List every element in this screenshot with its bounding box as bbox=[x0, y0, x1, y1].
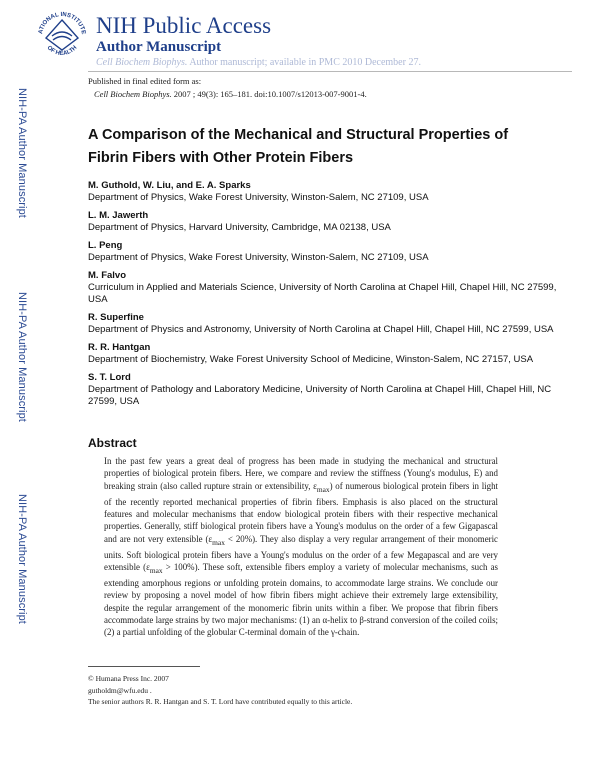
author-names: R. R. Hantgan bbox=[88, 342, 151, 353]
author-entry bbox=[88, 240, 566, 264]
svg-text:NATIONAL INSTITUTES: ATIONAL INSTITUTE bbox=[38, 11, 86, 35]
senior-authors-note: The senior authors R. R. Hantgan and S. T. Lord have contributed equally to this article. bbox=[88, 697, 353, 706]
author-entry bbox=[88, 180, 566, 204]
author-list bbox=[88, 180, 566, 414]
author-entry bbox=[88, 312, 566, 336]
footnotes bbox=[88, 673, 352, 708]
author-affiliation: Curriculum in Applied and Materials Science, University of North Carolina at Chapel Hill, Chapel Hill, NC 27599, USA bbox=[88, 282, 557, 305]
author-names: R. Superfine bbox=[88, 312, 144, 323]
nih-seal-logo bbox=[34, 6, 90, 62]
side-watermark-top: NIH-PA Author Manuscript bbox=[16, 88, 28, 218]
author-affiliation: Department of Pathology and Laboratory Medicine, University of North Carolina at Chapel Hill, Chapel Hill, NC 27599, USA bbox=[88, 384, 552, 407]
copyright-notice: © Humana Press Inc. 2007 bbox=[88, 674, 169, 683]
side-watermark-middle: NIH-PA Author Manuscript bbox=[16, 292, 28, 422]
citation-line bbox=[88, 88, 367, 101]
author-entry bbox=[88, 342, 566, 366]
article-title bbox=[88, 124, 568, 170]
author-entry bbox=[88, 372, 566, 408]
author-entry bbox=[88, 270, 566, 306]
abstract-body: In the past few years a great deal of progress has been made in studying the mechanical and structural properties of biological protein fibers. Here, we compare and review the stiffness (Young's modulus, E) and breaking strain (also called rupture strain or extensibility, $\varepsilon_{max}$) of numerous biological protein fibers in light of the recently reported mechanical properties of fibrin fibers. Emphasis is also placed on the structural features and molecular mechanisms that endow biological protein fibers with their respective mechanical properties. Generally, stiff biological protein fibers have a Young's modulus on the order of a few Gigapascal and are not very extensible $(\varepsilon_{max} < 20\%)$. They also display a very regular arrangement of their monomeric units. Soft biological protein fibers have a Young's modulus on the order of a few Megapascal and are very extensible $(\varepsilon_{max} > 100\%)$. These soft, extensible fibers employ a variety of molecular mechanisms, such as extending amorphous regions or unfolding protein domains, to accommodate large strains. We conclude our review by proposing a novel model of how fibrin fibers might achieve their extremely large extensibility, despite the regular arrangement of the monomeric fibrin units within a fiber. We propose that fibrin fibers accommodate large strains by two major mechanisms: (1) an α-helix to β-strand conversion of the coiled coils; (2) a partial unfolding of the globular C-terminal domain of the γ-chain. bbox=[104, 456, 499, 638]
journal-abbrev: Cell Biochem Biophys. bbox=[96, 57, 188, 68]
citation-journal: Cell Biochem Biophys. bbox=[94, 89, 172, 99]
title-line-1: A Comparison of the Mechanical and Structural Properties of bbox=[88, 127, 509, 143]
author-manuscript-label: Author Manuscript bbox=[96, 39, 222, 55]
author-affiliation: Department of Physics, Harvard University, Cambridge, MA 02138, USA bbox=[88, 222, 391, 233]
side-watermark-bottom: NIH-PA Author Manuscript bbox=[16, 494, 28, 624]
header-divider bbox=[88, 71, 572, 72]
author-names: S. T. Lord bbox=[88, 372, 131, 383]
author-affiliation: Department of Physics, Wake Forest University, Winston-Salem, NC 27109, USA bbox=[88, 252, 429, 263]
abstract-heading: Abstract bbox=[88, 436, 137, 450]
footnote-divider bbox=[88, 666, 200, 667]
citation-details: 2007 ; 49(3): 165–181. doi:10.1007/s12013-007-9001-4. bbox=[173, 89, 367, 99]
author-names: M. Guthold, W. Liu, and E. A. Sparks bbox=[88, 180, 251, 191]
author-names: L. Peng bbox=[88, 240, 123, 251]
author-affiliation: Department of Physics and Astronomy, University of North Carolina at Chapel Hill, Chapel Hill, NC 27599, USA bbox=[88, 324, 554, 335]
publication-info bbox=[88, 75, 367, 101]
title-line-2: Fibrin Fibers with Other Protein Fibers bbox=[88, 150, 354, 166]
svg-text:OF HEALTH: OF HEALTH bbox=[45, 44, 79, 57]
published-label: Published in final edited form as: bbox=[88, 76, 202, 86]
author-affiliation: Department of Physics, Wake Forest University, Winston-Salem, NC 27109, USA bbox=[88, 192, 429, 203]
author-names: M. Falvo bbox=[88, 270, 127, 281]
nih-public-access-title: NIH Public Access bbox=[96, 13, 272, 38]
author-names: L. M. Jawerth bbox=[88, 210, 149, 221]
author-affiliation: Department of Biochemistry, Wake Forest University School of Medicine, Winston-Salem, NC 27157, USA bbox=[88, 354, 534, 365]
contact-email: gutholdm@wfu.edu . bbox=[88, 685, 152, 695]
journal-availability-note bbox=[96, 57, 421, 68]
availability-text: Author manuscript; available in PMC 2010 December 27. bbox=[189, 57, 421, 68]
author-entry bbox=[88, 210, 566, 234]
